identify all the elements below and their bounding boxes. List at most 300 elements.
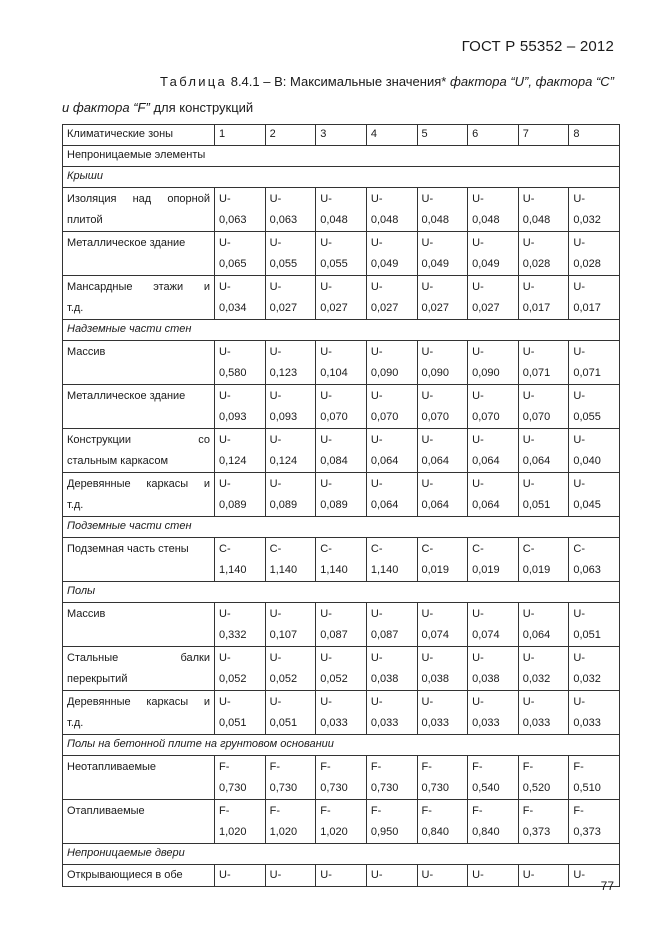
factor-prefix: U- bbox=[421, 434, 434, 446]
factor-prefix: U- bbox=[472, 237, 484, 249]
value-cell bbox=[518, 429, 569, 473]
factor-value: 0,033 bbox=[472, 717, 500, 729]
value-cell bbox=[518, 647, 569, 691]
factor-prefix: U- bbox=[370, 869, 383, 881]
factor-prefix: U- bbox=[421, 281, 434, 293]
row-label-line1: Подземная часть стены bbox=[67, 543, 189, 555]
table-row bbox=[63, 865, 620, 887]
row-label bbox=[63, 232, 215, 276]
factor-prefix: U- bbox=[320, 346, 332, 358]
value-cell bbox=[265, 603, 316, 647]
value-cell bbox=[366, 341, 417, 385]
value-cell bbox=[215, 473, 266, 517]
factor-value: 0,038 bbox=[421, 673, 450, 685]
value-cell bbox=[316, 800, 367, 844]
value-cell bbox=[518, 691, 569, 735]
factor-value: 0,017 bbox=[573, 302, 601, 314]
factor-prefix: U- bbox=[421, 869, 434, 881]
factor-value: 0,087 bbox=[370, 629, 399, 641]
value-cell bbox=[265, 647, 316, 691]
factor-prefix: U- bbox=[421, 390, 434, 402]
factor-value: 0,070 bbox=[421, 411, 450, 423]
row-label bbox=[63, 429, 215, 473]
value-cell bbox=[518, 341, 569, 385]
factor-prefix: U- bbox=[219, 193, 231, 205]
factor-value: 0,730 bbox=[320, 782, 348, 794]
factor-prefix: U- bbox=[219, 869, 231, 881]
factor-prefix: U- bbox=[472, 434, 484, 446]
section-row bbox=[63, 320, 620, 341]
table-row bbox=[63, 188, 620, 232]
factor-prefix: C- bbox=[269, 543, 282, 555]
value-cell bbox=[316, 538, 367, 582]
value-cell bbox=[518, 385, 569, 429]
factor-prefix: U- bbox=[219, 390, 231, 402]
row-label bbox=[63, 756, 215, 800]
factor-value: 0,071 bbox=[522, 367, 551, 379]
value-cell bbox=[518, 756, 569, 800]
factor-prefix: U- bbox=[370, 346, 383, 358]
table-row bbox=[63, 756, 620, 800]
factor-prefix: U- bbox=[472, 346, 484, 358]
value-cell bbox=[215, 276, 266, 320]
table-body bbox=[63, 125, 620, 887]
factor-prefix: U- bbox=[522, 696, 535, 708]
value-cell bbox=[417, 385, 468, 429]
value-cell bbox=[265, 473, 316, 517]
value-cell bbox=[417, 538, 468, 582]
factor-prefix: F- bbox=[421, 761, 432, 773]
factor-prefix: C- bbox=[472, 543, 484, 555]
factor-prefix: U- bbox=[573, 652, 585, 664]
factor-value: 0,540 bbox=[472, 782, 500, 794]
factor-value: 0,051 bbox=[269, 717, 298, 729]
row-label-line2: т.д. bbox=[67, 499, 84, 511]
factor-value: 0,089 bbox=[219, 499, 247, 511]
factor-prefix: C- bbox=[219, 543, 231, 555]
section-title: Крыши bbox=[63, 167, 620, 188]
factor-value: 0,032 bbox=[573, 214, 601, 226]
factor-prefix: U- bbox=[472, 281, 484, 293]
row-label-line1: Неотапливаемые bbox=[67, 761, 157, 773]
factor-value: 0,028 bbox=[522, 258, 551, 270]
factor-prefix: U- bbox=[421, 696, 434, 708]
value-cell bbox=[215, 538, 266, 582]
value-cell bbox=[316, 429, 367, 473]
row-label bbox=[63, 800, 215, 844]
factor-prefix: F- bbox=[320, 805, 331, 817]
row-label-line1: Стальные балки bbox=[67, 652, 210, 664]
value-cell bbox=[215, 232, 266, 276]
factor-prefix: U- bbox=[370, 390, 383, 402]
row-label bbox=[63, 865, 215, 887]
factor-value: 0,090 bbox=[472, 367, 500, 379]
value-cell bbox=[265, 691, 316, 735]
factor-prefix: U- bbox=[522, 608, 535, 620]
factor-value: 1,140 bbox=[320, 564, 348, 576]
factor-value: 0,730 bbox=[421, 782, 450, 794]
factor-value: 0,090 bbox=[370, 367, 399, 379]
row-label-line2: т.д. bbox=[67, 302, 84, 314]
factor-value: 0,124 bbox=[269, 455, 298, 467]
value-cell bbox=[366, 800, 417, 844]
factor-value: 0,520 bbox=[522, 782, 551, 794]
factor-prefix: U- bbox=[472, 193, 484, 205]
factor-value: 0,373 bbox=[573, 826, 601, 838]
factor-value: 0,090 bbox=[421, 367, 450, 379]
value-cell bbox=[265, 232, 316, 276]
section-row bbox=[63, 517, 620, 538]
factor-prefix: U- bbox=[421, 237, 434, 249]
value-cell bbox=[468, 691, 519, 735]
factor-value: 0,064 bbox=[472, 499, 500, 511]
zone-header: 8 bbox=[569, 125, 620, 146]
row-label bbox=[63, 385, 215, 429]
factor-value: 0,064 bbox=[522, 629, 551, 641]
factor-prefix: F- bbox=[522, 761, 534, 773]
factor-value: 0,028 bbox=[573, 258, 601, 270]
zone-header: 4 bbox=[366, 125, 417, 146]
factor-value: 0,332 bbox=[219, 629, 247, 641]
factor-prefix: U- bbox=[370, 652, 383, 664]
row-label-line1: Конструкции со bbox=[67, 434, 210, 446]
value-cell bbox=[366, 603, 417, 647]
factor-prefix: U- bbox=[269, 608, 282, 620]
factor-prefix: F- bbox=[269, 805, 281, 817]
factor-value: 0,019 bbox=[421, 564, 450, 576]
value-cell bbox=[518, 865, 569, 887]
value-cell bbox=[215, 756, 266, 800]
factor-value: 0,064 bbox=[370, 455, 399, 467]
value-cell bbox=[417, 341, 468, 385]
value-cell bbox=[468, 538, 519, 582]
value-cell bbox=[569, 232, 620, 276]
value-cell bbox=[417, 232, 468, 276]
zone-header: 3 bbox=[316, 125, 367, 146]
value-cell bbox=[518, 603, 569, 647]
factor-prefix: U- bbox=[522, 434, 535, 446]
factor-value: 0,124 bbox=[219, 455, 247, 467]
factor-value: 0,032 bbox=[573, 673, 601, 685]
row-label bbox=[63, 647, 215, 691]
row-label-line2: т.д. bbox=[67, 717, 84, 729]
value-cell bbox=[366, 691, 417, 735]
factor-prefix: F- bbox=[421, 805, 432, 817]
value-cell bbox=[468, 276, 519, 320]
row-label-line1: Изоляция над опорной bbox=[67, 193, 210, 205]
factor-value: 0,033 bbox=[522, 717, 551, 729]
value-cell bbox=[366, 865, 417, 887]
row-label-line1: Деревянные каркасы и bbox=[67, 696, 210, 708]
value-cell bbox=[316, 603, 367, 647]
factor-value: 1,140 bbox=[370, 564, 399, 576]
factor-value: 0,051 bbox=[522, 499, 551, 511]
factor-prefix: U- bbox=[573, 237, 585, 249]
value-cell bbox=[569, 385, 620, 429]
factor-prefix: U- bbox=[472, 390, 484, 402]
factor-value: 0,033 bbox=[421, 717, 450, 729]
factor-value: 0,019 bbox=[472, 564, 500, 576]
factor-prefix: U- bbox=[573, 193, 585, 205]
factor-value: 0,048 bbox=[472, 214, 500, 226]
value-cell bbox=[468, 647, 519, 691]
factor-prefix: U- bbox=[320, 390, 332, 402]
factor-value: 0,049 bbox=[472, 258, 500, 270]
value-cell bbox=[215, 385, 266, 429]
factor-prefix: U- bbox=[219, 478, 231, 490]
value-cell bbox=[265, 385, 316, 429]
factor-value: 0,052 bbox=[219, 673, 247, 685]
factor-value: 0,070 bbox=[370, 411, 399, 423]
factor-value: 0,840 bbox=[472, 826, 500, 838]
factor-value: 1,140 bbox=[269, 564, 298, 576]
value-cell bbox=[265, 429, 316, 473]
factor-prefix: U- bbox=[472, 869, 484, 881]
factor-value: 0,510 bbox=[573, 782, 601, 794]
row-label-line2: плитой bbox=[67, 214, 103, 226]
table-row bbox=[63, 232, 620, 276]
value-cell bbox=[417, 276, 468, 320]
table-row bbox=[63, 341, 620, 385]
value-cell bbox=[518, 538, 569, 582]
value-cell bbox=[417, 756, 468, 800]
value-cell bbox=[265, 276, 316, 320]
factor-prefix: U- bbox=[522, 237, 535, 249]
factor-prefix: U- bbox=[320, 281, 332, 293]
factor-prefix: U- bbox=[472, 696, 484, 708]
value-cell bbox=[468, 756, 519, 800]
factor-value: 0,070 bbox=[522, 411, 551, 423]
factor-prefix: U- bbox=[269, 346, 282, 358]
factor-value: 0,033 bbox=[320, 717, 348, 729]
factor-prefix: U- bbox=[269, 478, 282, 490]
value-cell bbox=[265, 800, 316, 844]
factor-value: 0,580 bbox=[219, 367, 247, 379]
factor-prefix: U- bbox=[370, 478, 383, 490]
value-cell bbox=[468, 232, 519, 276]
factor-prefix: U- bbox=[269, 696, 282, 708]
value-cell bbox=[215, 865, 266, 887]
factor-prefix: U- bbox=[320, 696, 332, 708]
factor-prefix: U- bbox=[573, 608, 585, 620]
row-label-line1: Металлическое здание bbox=[67, 237, 186, 249]
factor-value: 0,064 bbox=[421, 455, 450, 467]
factor-prefix: U- bbox=[573, 696, 585, 708]
factor-value: 0,040 bbox=[573, 455, 601, 467]
value-cell bbox=[316, 188, 367, 232]
value-cell bbox=[468, 800, 519, 844]
value-cell bbox=[265, 341, 316, 385]
value-cell bbox=[316, 691, 367, 735]
factor-value: 0,017 bbox=[522, 302, 551, 314]
factor-value: 0,052 bbox=[269, 673, 298, 685]
factor-value: 0,055 bbox=[269, 258, 298, 270]
factor-prefix: U- bbox=[522, 652, 535, 664]
row-label bbox=[63, 538, 215, 582]
factor-prefix: U- bbox=[573, 346, 585, 358]
factor-value: 0,052 bbox=[320, 673, 348, 685]
table-caption-line1 bbox=[62, 74, 614, 89]
factor-prefix: U- bbox=[370, 281, 383, 293]
factor-value: 0,104 bbox=[320, 367, 348, 379]
factor-value: 0,089 bbox=[269, 499, 298, 511]
factor-value: 0,730 bbox=[219, 782, 247, 794]
row-label bbox=[63, 473, 215, 517]
value-cell bbox=[518, 800, 569, 844]
factor-value: 0,033 bbox=[370, 717, 399, 729]
value-cell bbox=[569, 341, 620, 385]
value-cell bbox=[215, 647, 266, 691]
row-label bbox=[63, 276, 215, 320]
factor-value: 0,074 bbox=[421, 629, 450, 641]
factor-prefix: U- bbox=[522, 478, 535, 490]
factor-value: 0,064 bbox=[370, 499, 399, 511]
factor-value: 0,064 bbox=[421, 499, 450, 511]
row-label bbox=[63, 691, 215, 735]
zone-header: 6 bbox=[468, 125, 519, 146]
caption-line2-italic: и фактора “F” bbox=[62, 100, 150, 115]
factor-value: 0,048 bbox=[421, 214, 450, 226]
value-cell bbox=[417, 800, 468, 844]
factor-value: 0,049 bbox=[370, 258, 399, 270]
factor-value: 0,045 bbox=[573, 499, 601, 511]
row-label-line1: Металлическое здание bbox=[67, 390, 186, 402]
factor-prefix: U- bbox=[219, 346, 231, 358]
row-label-line1: Отапливаемые bbox=[67, 805, 145, 817]
factor-value: 0,093 bbox=[269, 411, 298, 423]
factor-value: 0,019 bbox=[522, 564, 551, 576]
value-cell bbox=[518, 232, 569, 276]
factor-prefix: U- bbox=[522, 281, 535, 293]
factor-prefix: C- bbox=[573, 543, 585, 555]
value-cell bbox=[569, 800, 620, 844]
factor-value: 1,140 bbox=[219, 564, 247, 576]
factor-prefix: F- bbox=[219, 761, 230, 773]
zone-header: 7 bbox=[518, 125, 569, 146]
factor-value: 0,070 bbox=[472, 411, 500, 423]
value-cell bbox=[569, 691, 620, 735]
factor-value: 0,027 bbox=[421, 302, 450, 314]
factor-prefix: C- bbox=[522, 543, 535, 555]
factor-prefix: U- bbox=[269, 237, 282, 249]
row-label-line1: Деревянные каркасы и bbox=[67, 478, 210, 490]
value-cell bbox=[468, 865, 519, 887]
factor-prefix: U- bbox=[370, 434, 383, 446]
value-cell bbox=[417, 188, 468, 232]
caption-number: 8.4.1 – В: bbox=[230, 74, 287, 89]
table-row bbox=[63, 385, 620, 429]
value-cell bbox=[518, 276, 569, 320]
table-caption-line2 bbox=[62, 100, 253, 115]
value-cell bbox=[569, 603, 620, 647]
factor-prefix: F- bbox=[573, 761, 584, 773]
factor-prefix: U- bbox=[219, 434, 231, 446]
table-row bbox=[63, 538, 620, 582]
factor-prefix: F- bbox=[472, 761, 483, 773]
factor-prefix: U- bbox=[269, 390, 282, 402]
row-label-line1: Открывающиеся в обе bbox=[67, 869, 183, 881]
caption-line2-rest: для конструкций bbox=[153, 100, 254, 115]
factor-prefix: U- bbox=[320, 434, 332, 446]
value-cell bbox=[366, 538, 417, 582]
value-cell bbox=[215, 188, 266, 232]
value-cell bbox=[215, 603, 266, 647]
factor-prefix: U- bbox=[573, 281, 585, 293]
factor-value: 0,051 bbox=[219, 717, 247, 729]
factor-prefix: U- bbox=[472, 608, 484, 620]
factor-value: 0,107 bbox=[269, 629, 298, 641]
factor-value: 0,070 bbox=[320, 411, 348, 423]
factor-value: 0,027 bbox=[269, 302, 298, 314]
factor-value: 0,038 bbox=[370, 673, 399, 685]
factor-prefix: U- bbox=[370, 696, 383, 708]
factor-value: 0,084 bbox=[320, 455, 348, 467]
section-title: Надземные части стен bbox=[63, 320, 620, 341]
factor-prefix: U- bbox=[370, 237, 383, 249]
factor-prefix: F- bbox=[370, 805, 382, 817]
value-cell bbox=[417, 865, 468, 887]
caption-prefix: Таблица bbox=[160, 74, 228, 89]
value-cell bbox=[265, 865, 316, 887]
factor-value: 1,020 bbox=[219, 826, 247, 838]
header-label: Климатические зоны bbox=[63, 125, 215, 146]
value-cell bbox=[417, 473, 468, 517]
factor-prefix: F- bbox=[219, 805, 230, 817]
factor-prefix: U- bbox=[522, 869, 535, 881]
value-cell bbox=[569, 188, 620, 232]
value-cell bbox=[366, 188, 417, 232]
zone-header: 2 bbox=[265, 125, 316, 146]
document-header: ГОСТ Р 55352 – 2012 bbox=[461, 38, 614, 55]
value-cell bbox=[366, 756, 417, 800]
factor-prefix: U- bbox=[370, 608, 383, 620]
factor-prefix: U- bbox=[421, 608, 434, 620]
value-cell bbox=[417, 691, 468, 735]
factor-prefix: U- bbox=[421, 478, 434, 490]
value-cell bbox=[569, 473, 620, 517]
row-label-line2: стальным каркасом bbox=[67, 455, 169, 467]
factor-value: 1,020 bbox=[320, 826, 348, 838]
factor-prefix: U- bbox=[320, 237, 332, 249]
table-row bbox=[63, 473, 620, 517]
section-row bbox=[63, 844, 620, 865]
factor-prefix: U- bbox=[320, 478, 332, 490]
value-cell bbox=[316, 276, 367, 320]
section-row bbox=[63, 582, 620, 603]
row-label-line1: Мансардные этажи и bbox=[67, 281, 210, 293]
factor-value: 0,063 bbox=[573, 564, 601, 576]
value-cell bbox=[468, 473, 519, 517]
factor-value: 0,055 bbox=[573, 411, 601, 423]
value-cell bbox=[316, 756, 367, 800]
factor-prefix: U- bbox=[320, 652, 332, 664]
factor-prefix: C- bbox=[320, 543, 332, 555]
factor-value: 0,048 bbox=[370, 214, 399, 226]
factor-value: 0,074 bbox=[472, 629, 500, 641]
factor-prefix: U- bbox=[370, 193, 383, 205]
factor-value: 0,123 bbox=[269, 367, 298, 379]
value-cell bbox=[569, 276, 620, 320]
factor-prefix: U- bbox=[522, 193, 535, 205]
value-cell bbox=[366, 385, 417, 429]
value-cell bbox=[417, 603, 468, 647]
row-label-line1: Массив bbox=[67, 608, 106, 620]
factor-prefix: U- bbox=[573, 478, 585, 490]
factor-value: 0,730 bbox=[269, 782, 298, 794]
factor-prefix: U- bbox=[269, 652, 282, 664]
factor-prefix: F- bbox=[472, 805, 483, 817]
value-cell bbox=[316, 341, 367, 385]
